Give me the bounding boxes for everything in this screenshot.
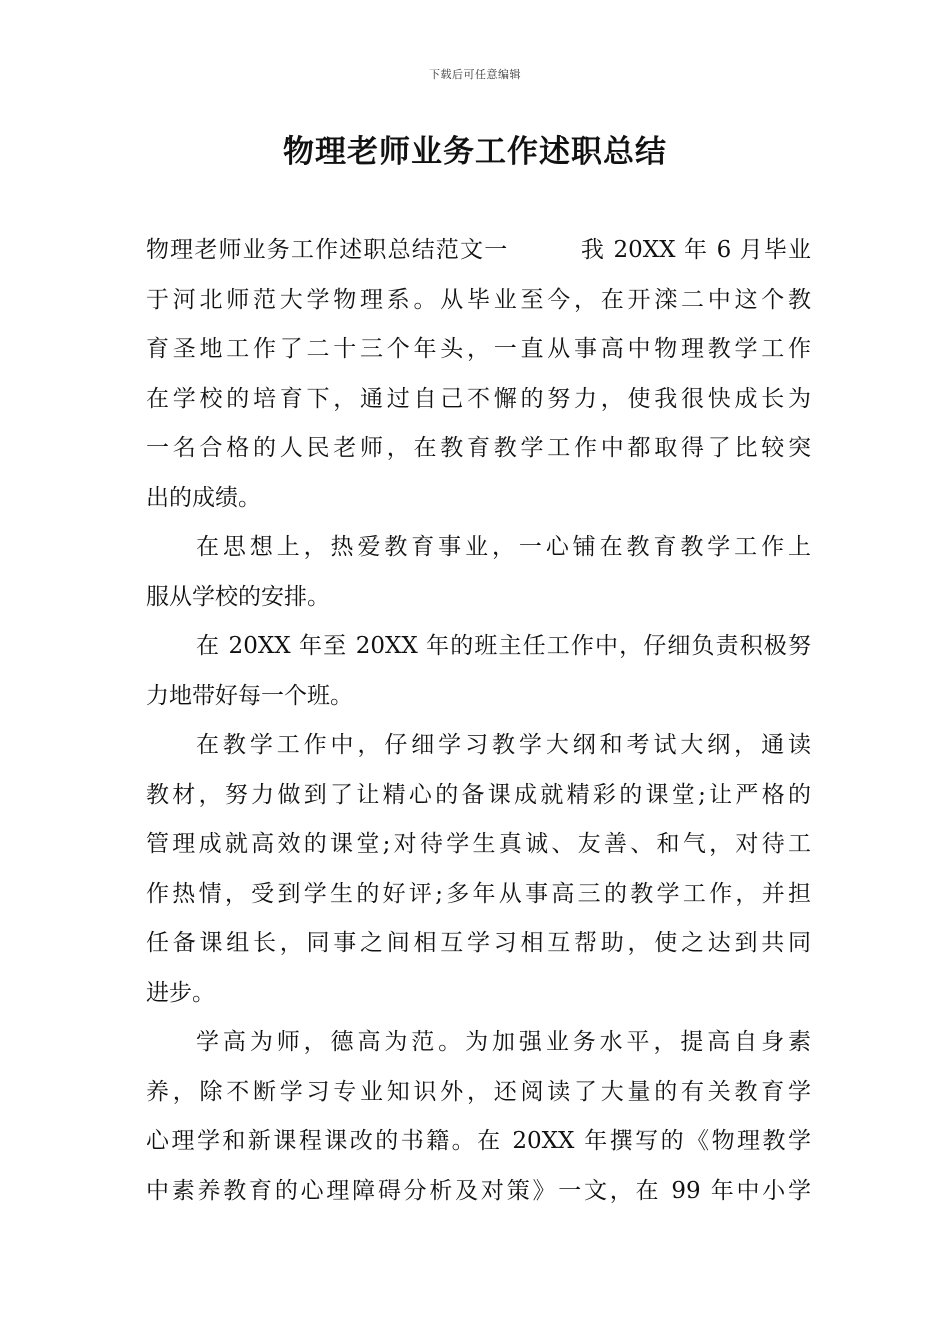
body-line: 在学校的培育下，通过自己不懈的努力，使我很快成长为 [146,385,811,412]
header-note: 下载后可任意编辑 [429,68,521,81]
body-line: 服从学校的安排。 [146,583,330,610]
document-body [146,226,811,1216]
body-line: 在教学工作中，仔细学习教学大纲和考试大纲，通读 [196,732,811,758]
body-line: 学高为师，德高为范。为加强业务水平，提高自身素 [196,1029,811,1055]
body-line: 养，除不断学习专业知识外，还阅读了大量的有关教育学 [146,1078,811,1105]
body-line: 进步。 [146,979,215,1006]
body-line: 力地带好每一个班。 [146,682,353,709]
body-line: 管理成就高效的课堂;对待学生真诚、友善、和气，对待工 [146,831,811,857]
body-line: 在思想上，热爱教育事业，一心铺在教育教学工作上 [196,534,811,560]
body-line: 育圣地工作了二十三个年头，一直从事高中物理教学工作 [146,336,811,362]
document-title: 物理老师业务工作述职总结 [283,134,667,170]
body-line: 任备课组长，同事之间相互学习相互帮助，使之达到共同 [146,930,811,956]
body-line: 一名合格的人民老师，在教育教学工作中都取得了比较突 [146,435,811,461]
body-line: 心理学和新课程课改的书籍。在 20XX 年撰写的《物理教学 [146,1128,811,1154]
body-line: 于河北师范大学物理系。从毕业至今，在开滦二中这个教 [146,286,811,313]
body-line: 教材，努力做到了让精心的备课成就精彩的课堂;让严格的 [146,781,811,808]
body-line: 作热情，受到学生的好评;多年从事高三的教学工作，并担 [146,880,811,907]
body-line: 中素养教育的心理障碍分析及对策》一文，在 99 年中小学 [146,1177,811,1204]
body-line: 出的成绩。 [146,484,261,511]
body-line: 在 20XX 年至 20XX 年的班主任工作中，仔细负责积极努 [196,633,811,659]
body-line: 物理老师业务工作述职总结范文一 我 20XX 年 6 月毕业 [146,237,811,263]
